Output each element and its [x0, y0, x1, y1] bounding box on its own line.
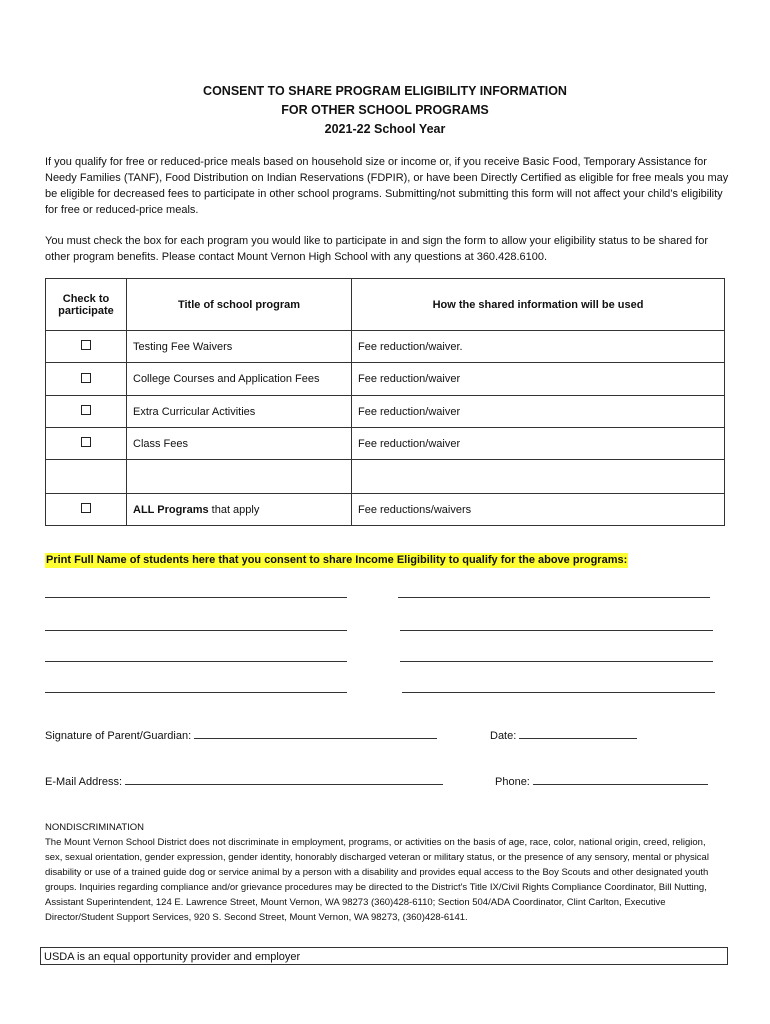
- date-field: [490, 728, 637, 743]
- email-line[interactable]: [125, 774, 443, 785]
- student-name-line-3a[interactable]: [45, 661, 347, 662]
- email-field: [45, 774, 443, 789]
- date-label: Date:: [490, 730, 517, 742]
- participate-checkbox[interactable]: [81, 405, 91, 415]
- program-title: College Courses and Application Fees: [127, 363, 352, 396]
- program-usage: Fee reductions/waivers: [352, 494, 725, 526]
- program-usage: Fee reduction/waiver.: [352, 331, 725, 363]
- table-row: [46, 494, 725, 526]
- student-name-line-1b[interactable]: [398, 597, 710, 598]
- header-check: Check to participate: [46, 279, 127, 331]
- phone-field: [495, 774, 708, 789]
- table-header-row: [46, 279, 725, 331]
- title-line-3: 2021-22 School Year: [324, 122, 446, 136]
- signature-line[interactable]: [194, 728, 437, 739]
- participate-checkbox[interactable]: [81, 437, 91, 447]
- form-title: [0, 82, 770, 139]
- program-title: Testing Fee Waivers: [127, 331, 352, 363]
- table-row-empty: [46, 460, 725, 494]
- phone-label: Phone:: [495, 776, 530, 788]
- title-line-1: CONSENT TO SHARE PROGRAM ELIGIBILITY INFORMATION: [203, 84, 567, 98]
- nondiscrimination-section: [45, 820, 725, 925]
- all-programs-suffix: that apply: [208, 503, 260, 516]
- table-row: [46, 428, 725, 460]
- usda-statement: USDA is an equal opportunity provider and employer: [40, 947, 728, 965]
- print-name-instruction: Print Full Name of students here that you consent to share Income Eligibility to qualify for the above programs:: [46, 554, 628, 566]
- header-usage: How the shared information will be used: [352, 279, 725, 331]
- table-row: [46, 363, 725, 396]
- email-label: E-Mail Address:: [45, 776, 123, 788]
- program-usage: Fee reduction/waiver: [352, 363, 725, 396]
- student-name-line-4a[interactable]: [45, 692, 347, 693]
- program-usage: Fee reduction/waiver: [352, 396, 725, 428]
- student-name-line-2a[interactable]: [45, 630, 347, 631]
- intro-paragraph-2: You must check the box for each program you would like to participate in and sign the form to allow your eligibility status to be shared for other program benefits. Please contact Mount Vernon High School with any questions at 360.428.6100.: [45, 235, 709, 263]
- program-usage: Fee reduction/waiver: [352, 428, 725, 460]
- student-name-line-2b[interactable]: [400, 630, 713, 631]
- all-programs-label: ALL Programs: [133, 503, 209, 516]
- signature-label: Signature of Parent/Guardian:: [45, 730, 192, 742]
- participate-checkbox[interactable]: [81, 340, 91, 350]
- intro-paragraph-1: If you qualify for free or reduced-price meals based on household size or income or, if you receive Basic Food, Temporary Assistance for Needy Families (TANF), Food Distribution on Indian Reservations (FDPIR), or have been Directly Certified as eligible for free meals you may be eligible for decreased fees to participate in other school programs. Submitting/not submitting this form will not affect your child’s eligibility for free or reduced-price meals.: [45, 156, 729, 216]
- program-title: Extra Curricular Activities: [127, 396, 352, 428]
- participate-checkbox[interactable]: [81, 503, 91, 513]
- table-row: [46, 396, 725, 428]
- participate-checkbox[interactable]: [81, 373, 91, 383]
- nondiscrimination-body: The Mount Vernon School District does not discriminate in employment, programs, or activities on the basis of age, race, color, national origin, creed, religion, sex, sexual orientation, gender expression, gender identity, honorably discharged veteran or military status, or the presence of any sensory, mental or physical disability or use of a trained guide dog or service animal by a person with a disability and provides equal access to the Boy Scouts and other designated youth groups. Inquiries regarding compliance and/or grievance procedures may be directed to the District's Title IX/Civil Rights Compliance Coordinator, Bill Nutting, Assistant Superintendent, 124 E. Lawrence Street, Mount Vernon, WA 98273 (360)428-6110; Section 504/ADA Coordinator, Clint Carlton, Executive Director/Student Support Services, 920 S. Second Street, Mount Vernon, WA 98273, (360)428-6141.: [45, 837, 709, 923]
- student-name-line-1a[interactable]: [45, 597, 347, 598]
- program-title: Class Fees: [127, 428, 352, 460]
- phone-line[interactable]: [533, 774, 708, 785]
- header-title: Title of school program: [127, 279, 352, 331]
- student-name-line-3b[interactable]: [400, 661, 713, 662]
- programs-table: [45, 278, 725, 526]
- date-line[interactable]: [519, 728, 637, 739]
- title-line-2: FOR OTHER SCHOOL PROGRAMS: [281, 103, 489, 117]
- table-row: [46, 331, 725, 363]
- nondiscrimination-heading: NONDISCRIMINATION: [45, 822, 145, 833]
- student-name-line-4b[interactable]: [402, 692, 715, 693]
- program-title: [127, 494, 352, 526]
- signature-field: [45, 728, 437, 743]
